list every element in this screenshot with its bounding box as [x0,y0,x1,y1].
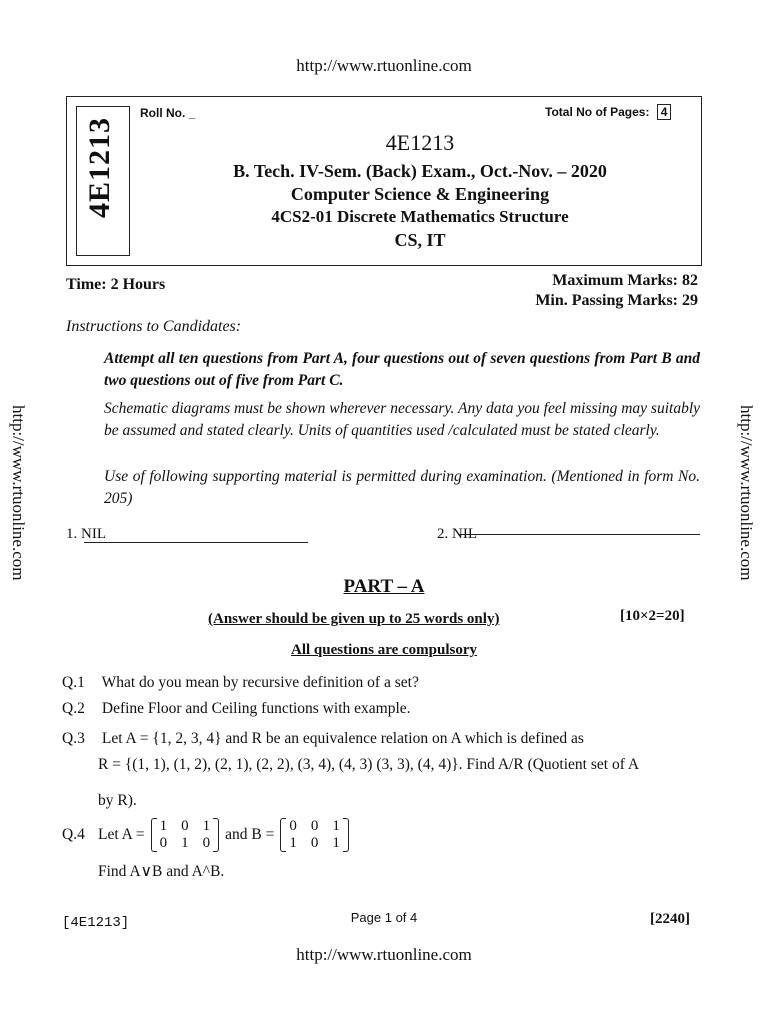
matrix-cell: 0 [289,818,297,834]
matrix-cell: 1 [181,835,189,851]
question-text: What do you mean by recursive definition of a set? [101,674,419,691]
question-3-line-3: by R). [98,792,137,809]
footer-serial: [2240] [650,911,690,927]
matrix-cell: 1 [332,835,340,851]
question-3-line-2: R = {(1, 1), (1, 2), (2, 1), (2, 2), (3, 4), (4, 3) (3, 3), (4, 4)}. Find A/R (Quotient set of A [98,756,640,773]
instructions-heading: Instructions to Candidates: [66,318,242,335]
site-url-bottom: http://www.rtuonline.com [296,945,472,964]
question-number: Q.4 [62,826,85,843]
exam-title: B. Tech. IV-Sem. (Back) Exam., Oct.-Nov. – 2020 [233,161,607,181]
site-url-left: http://www.rtuonline.com [9,405,28,581]
question-text: Let A = {1, 2, 3, 4} and R be an equivalence relation on A which is defined as [101,730,584,747]
question-number: Q.3 [62,730,85,747]
part-a-title: PART – A [343,576,425,597]
total-pages-label: Total No of Pages: [545,105,650,119]
matrix-cell: 1 [289,835,297,851]
paper-code-title: 4E1213 [385,130,455,155]
total-pages-value: 4 [657,104,672,120]
branch-title: Computer Science & Engineering [290,184,550,204]
matrix-cell: 0 [159,835,168,851]
question-text: Let A = [98,826,145,843]
footer-code: [4E1213] [62,915,130,931]
instruction-item: Attempt all ten questions from Part A, four questions out of seven questions from Part B and two questions out of five from Part C. [104,350,700,389]
matrix-cell: 0 [181,818,189,834]
question-text: Define Floor and Ceiling functions with example. [101,700,411,717]
paper-code-vertical: 4E1213 [83,117,116,219]
part-a-marks: [10×2=20] [620,608,685,624]
question-number: Q.1 [62,674,85,691]
compulsory-note: All questions are compulsory [291,642,477,658]
material-2: 2. NIL [437,526,477,542]
roll-number-label: Roll No. _ [140,106,196,120]
site-url-top: http://www.rtuonline.com [296,56,472,75]
instruction-item: Use of following supporting material is permitted during examination. (Mentioned in form No. 205) [104,468,700,507]
question-text: and B = [225,826,275,843]
matrix-a [151,818,220,852]
answer-note: (Answer should be given up to 25 words only) [208,611,500,627]
question-3 [62,730,584,748]
question-1 [62,674,419,692]
matrix-cell: 1 [159,818,168,834]
streams: CS, IT [394,230,446,250]
matrix-cell: 0 [310,835,319,851]
question-4-line-2: Find A∨B and A^B. [98,863,225,880]
matrix-cell: 0 [310,818,319,834]
footer-page: Page 1 of 4 [350,910,418,925]
matrix-cell: 1 [332,818,340,834]
question-2 [62,700,411,718]
material-2-line [458,534,700,535]
site-url-right: http://www.rtuonline.com [737,405,756,581]
min-passing-marks: Min. Passing Marks: 29 [535,292,698,309]
paper-code-box [76,106,130,256]
question-4 [62,818,355,852]
total-pages [545,104,671,120]
subject-title: 4CS2-01 Discrete Mathematics Structure [271,207,569,226]
matrix-cell: 0 [202,835,211,851]
matrix-b [280,818,349,852]
material-1: 1. NIL [66,526,106,542]
instruction-item: Schematic diagrams must be shown wherever necessary. Any data you feel missing may suitably be assumed and stated clearly. Units of quantities used /calculated must be stated clearly. [104,400,700,439]
question-number: Q.2 [62,700,85,717]
material-1-line [84,542,308,543]
maximum-marks: Maximum Marks: 82 [552,272,698,289]
exam-time: Time: 2 Hours [66,276,166,293]
matrix-cell: 1 [202,818,211,834]
